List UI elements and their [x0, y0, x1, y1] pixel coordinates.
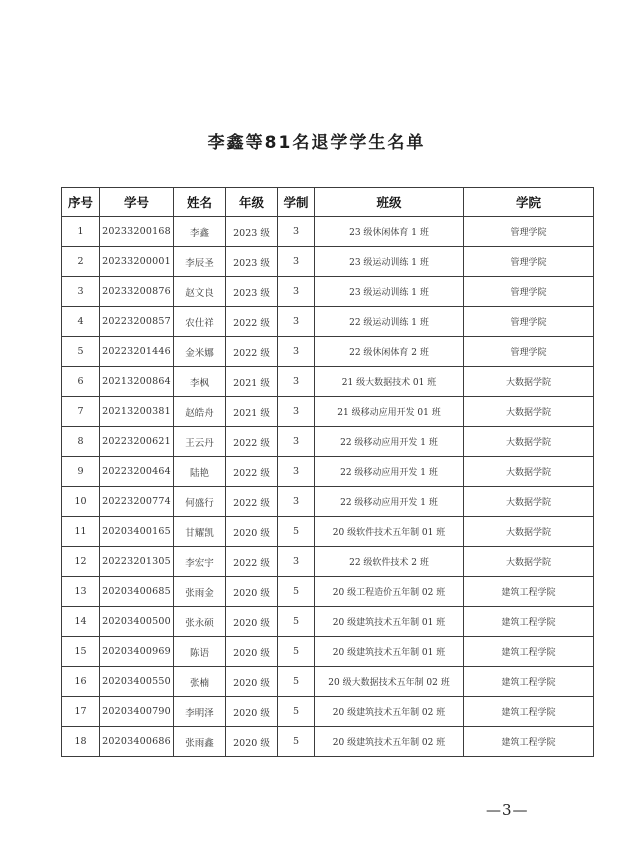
cell-grade: 2023 级 — [226, 277, 278, 307]
cell-name: 金米娜 — [174, 337, 226, 367]
header-class: 班级 — [315, 188, 464, 217]
cell-grade: 2022 级 — [226, 427, 278, 457]
table-body — [62, 217, 594, 757]
table-row — [62, 277, 594, 307]
cell-student-id: 20233200001 — [100, 247, 174, 277]
table-row — [62, 607, 594, 637]
cell-class: 22 级移动应用开发 1 班 — [315, 487, 464, 517]
cell-student-id: 20223201305 — [100, 547, 174, 577]
cell-program-length: 3 — [278, 337, 315, 367]
cell-serial: 6 — [62, 367, 100, 397]
cell-serial: 13 — [62, 577, 100, 607]
cell-student-id: 20203400790 — [100, 697, 174, 727]
cell-grade: 2020 级 — [226, 667, 278, 697]
table-row — [62, 667, 594, 697]
header-college: 学院 — [464, 188, 594, 217]
cell-serial: 10 — [62, 487, 100, 517]
cell-student-id: 20203400686 — [100, 727, 174, 757]
cell-grade: 2020 级 — [226, 727, 278, 757]
cell-grade: 2020 级 — [226, 697, 278, 727]
cell-grade: 2021 级 — [226, 367, 278, 397]
cell-class: 23 级运动训练 1 班 — [315, 277, 464, 307]
cell-grade: 2021 级 — [226, 397, 278, 427]
cell-name: 赵皓舟 — [174, 397, 226, 427]
cell-student-id: 20213200381 — [100, 397, 174, 427]
cell-program-length: 3 — [278, 217, 315, 247]
cell-name: 农仕祥 — [174, 307, 226, 337]
cell-name: 张楠 — [174, 667, 226, 697]
cell-program-length: 5 — [278, 607, 315, 637]
cell-student-id: 20223200464 — [100, 457, 174, 487]
cell-serial: 3 — [62, 277, 100, 307]
cell-serial: 7 — [62, 397, 100, 427]
cell-college: 管理学院 — [464, 247, 594, 277]
cell-college: 大数据学院 — [464, 427, 594, 457]
table-row — [62, 637, 594, 667]
cell-program-length: 3 — [278, 427, 315, 457]
cell-program-length: 3 — [278, 277, 315, 307]
cell-student-id: 20223201446 — [100, 337, 174, 367]
table-row — [62, 217, 594, 247]
table-row — [62, 697, 594, 727]
cell-serial: 8 — [62, 427, 100, 457]
table-row — [62, 517, 594, 547]
cell-college: 建筑工程学院 — [464, 667, 594, 697]
cell-grade: 2022 级 — [226, 307, 278, 337]
table-row — [62, 487, 594, 517]
cell-program-length: 5 — [278, 727, 315, 757]
cell-class: 23 级运动训练 1 班 — [315, 247, 464, 277]
cell-class: 20 级建筑技术五年制 01 班 — [315, 637, 464, 667]
cell-serial: 12 — [62, 547, 100, 577]
table-row — [62, 727, 594, 757]
cell-name: 王云丹 — [174, 427, 226, 457]
header-grade: 年级 — [226, 188, 278, 217]
cell-name: 陈语 — [174, 637, 226, 667]
cell-program-length: 3 — [278, 547, 315, 577]
cell-program-length: 3 — [278, 307, 315, 337]
cell-serial: 5 — [62, 337, 100, 367]
cell-college: 建筑工程学院 — [464, 727, 594, 757]
cell-grade: 2022 级 — [226, 457, 278, 487]
table-row — [62, 427, 594, 457]
table-row — [62, 547, 594, 577]
cell-program-length: 3 — [278, 367, 315, 397]
cell-student-id: 20223200774 — [100, 487, 174, 517]
cell-name: 李鑫 — [174, 217, 226, 247]
cell-college: 大数据学院 — [464, 367, 594, 397]
cell-name: 张雨鑫 — [174, 727, 226, 757]
cell-serial: 11 — [62, 517, 100, 547]
cell-serial: 17 — [62, 697, 100, 727]
cell-student-id: 20223200857 — [100, 307, 174, 337]
cell-grade: 2022 级 — [226, 547, 278, 577]
cell-grade: 2020 级 — [226, 577, 278, 607]
cell-class: 20 级建筑技术五年制 02 班 — [315, 727, 464, 757]
cell-college: 建筑工程学院 — [464, 607, 594, 637]
cell-name: 李枫 — [174, 367, 226, 397]
cell-college: 管理学院 — [464, 277, 594, 307]
cell-serial: 16 — [62, 667, 100, 697]
cell-name: 何盛行 — [174, 487, 226, 517]
table-header-row — [62, 188, 594, 217]
cell-serial: 1 — [62, 217, 100, 247]
cell-student-id: 20203400685 — [100, 577, 174, 607]
table-row — [62, 457, 594, 487]
page-number: —3— — [486, 801, 529, 819]
header-program-length: 学制 — [278, 188, 315, 217]
cell-program-length: 5 — [278, 577, 315, 607]
cell-serial: 4 — [62, 307, 100, 337]
cell-name: 陆艳 — [174, 457, 226, 487]
cell-college: 大数据学院 — [464, 457, 594, 487]
cell-college: 建筑工程学院 — [464, 577, 594, 607]
cell-college: 管理学院 — [464, 307, 594, 337]
cell-program-length: 3 — [278, 247, 315, 277]
page-title: 李鑫等81名退学学生名单 — [207, 133, 426, 153]
cell-program-length: 3 — [278, 457, 315, 487]
cell-student-id: 20213200864 — [100, 367, 174, 397]
cell-student-id: 20203400500 — [100, 607, 174, 637]
cell-name: 赵文良 — [174, 277, 226, 307]
cell-program-length: 5 — [278, 637, 315, 667]
cell-class: 22 级运动训练 1 班 — [315, 307, 464, 337]
cell-student-id: 20203400550 — [100, 667, 174, 697]
header-serial: 序号 — [62, 188, 100, 217]
cell-serial: 15 — [62, 637, 100, 667]
cell-college: 管理学院 — [464, 337, 594, 367]
cell-grade: 2020 级 — [226, 517, 278, 547]
cell-college: 管理学院 — [464, 217, 594, 247]
cell-class: 20 级大数据技术五年制 02 班 — [315, 667, 464, 697]
table-row — [62, 337, 594, 367]
cell-college: 大数据学院 — [464, 397, 594, 427]
cell-student-id: 20203400165 — [100, 517, 174, 547]
cell-class: 22 级软件技术 2 班 — [315, 547, 464, 577]
cell-class: 21 级大数据技术 01 班 — [315, 367, 464, 397]
cell-program-length: 5 — [278, 697, 315, 727]
cell-college: 大数据学院 — [464, 547, 594, 577]
cell-grade: 2020 级 — [226, 637, 278, 667]
cell-name: 张雨金 — [174, 577, 226, 607]
cell-name: 李宏宇 — [174, 547, 226, 577]
cell-grade: 2023 级 — [226, 217, 278, 247]
cell-student-id: 20203400969 — [100, 637, 174, 667]
cell-grade: 2023 级 — [226, 247, 278, 277]
cell-serial: 9 — [62, 457, 100, 487]
cell-program-length: 3 — [278, 487, 315, 517]
cell-program-length: 3 — [278, 397, 315, 427]
cell-college: 建筑工程学院 — [464, 637, 594, 667]
cell-student-id: 20233200876 — [100, 277, 174, 307]
table-row — [62, 397, 594, 427]
cell-program-length: 5 — [278, 667, 315, 697]
cell-name: 张永硕 — [174, 607, 226, 637]
cell-class: 20 级建筑技术五年制 02 班 — [315, 697, 464, 727]
cell-program-length: 5 — [278, 517, 315, 547]
cell-class: 20 级工程造价五年制 02 班 — [315, 577, 464, 607]
cell-grade: 2020 级 — [226, 607, 278, 637]
cell-grade: 2022 级 — [226, 337, 278, 367]
cell-student-id: 20223200621 — [100, 427, 174, 457]
cell-name: 李明泽 — [174, 697, 226, 727]
header-student-id: 学号 — [100, 188, 174, 217]
table-row — [62, 367, 594, 397]
table-row — [62, 307, 594, 337]
cell-class: 23 级休闲体育 1 班 — [315, 217, 464, 247]
cell-class: 20 级软件技术五年制 01 班 — [315, 517, 464, 547]
cell-serial: 2 — [62, 247, 100, 277]
cell-class: 21 级移动应用开发 01 班 — [315, 397, 464, 427]
cell-college: 大数据学院 — [464, 517, 594, 547]
cell-name: 李辰圣 — [174, 247, 226, 277]
cell-serial: 18 — [62, 727, 100, 757]
cell-class: 22 级移动应用开发 1 班 — [315, 457, 464, 487]
cell-class: 20 级建筑技术五年制 01 班 — [315, 607, 464, 637]
cell-student-id: 20233200168 — [100, 217, 174, 247]
cell-name: 甘耀凯 — [174, 517, 226, 547]
cell-college: 建筑工程学院 — [464, 697, 594, 727]
table-row — [62, 577, 594, 607]
cell-college: 大数据学院 — [464, 487, 594, 517]
header-name: 姓名 — [174, 188, 226, 217]
cell-grade: 2022 级 — [226, 487, 278, 517]
student-roster-table — [61, 187, 594, 757]
table-row — [62, 247, 594, 277]
cell-class: 22 级休闲体育 2 班 — [315, 337, 464, 367]
cell-class: 22 级移动应用开发 1 班 — [315, 427, 464, 457]
cell-serial: 14 — [62, 607, 100, 637]
